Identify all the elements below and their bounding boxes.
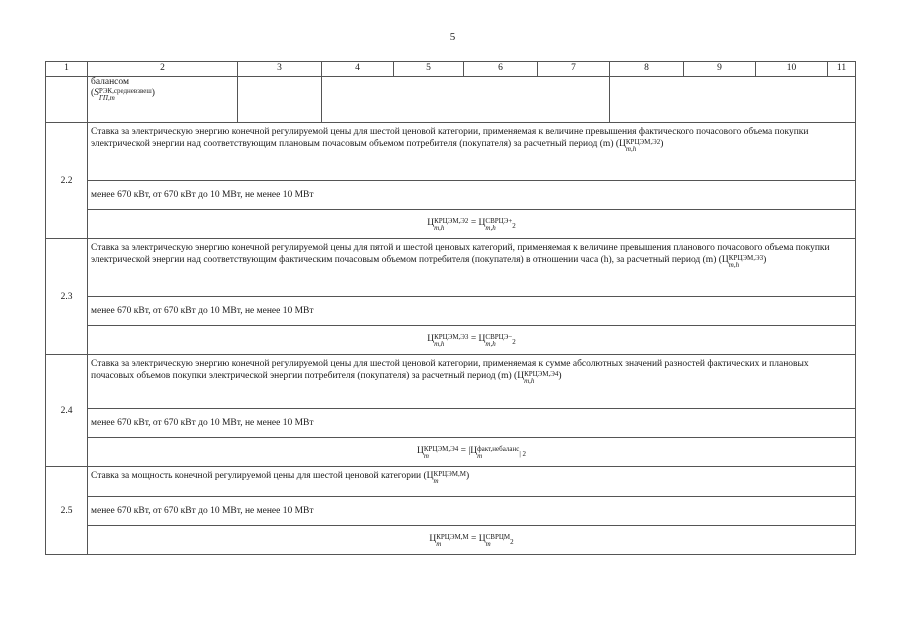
condition-row: [46, 409, 856, 438]
condition-row: [46, 497, 856, 526]
balance-cell: [88, 77, 238, 123]
section-description: Ставка за электрическую энергию конечной регулируемой цены для шестой ценовой категории, применяемая к величине превышения фактического почасового объема покупки электрической энергии над соответствующим плановым почасовым объемом потребителя (покупателя) за расчетный период (m) (Ц КРЦЭМ,Э2 m,h ): [88, 123, 856, 181]
formula: Ц КРЦЭМ,Э2 m,h = Ц СВРЦЭ+ m,h $_2$: [88, 210, 856, 239]
column-number: 5: [394, 62, 464, 77]
formula: Ц КРЦЭМ,М m = Ц СВРЦМ m $_2$: [88, 526, 856, 555]
section-row: [46, 123, 856, 181]
tariff-table: [45, 61, 856, 555]
condition-row: [46, 297, 856, 326]
section-number: 2.2: [46, 123, 88, 239]
formula: Ц КРЦЭМ,Э3 m,h = Ц СВРЦЭ− m,h $_2$: [88, 326, 856, 355]
section-row: [46, 467, 856, 497]
section-description: Ставка за электрическую энергию конечной регулируемой цены для шестой ценовой категории, применяемая к сумме абсолютных значений разностей фактических и плановых почасовых объемов покупки электрической энергии потребителя (покупателя) за расчетный период (m) (Ц КРЦЭМ,Э4 m,h ): [88, 355, 856, 409]
formula-row: [46, 438, 856, 467]
column-number: 3: [238, 62, 322, 77]
column-number: 11: [828, 62, 856, 77]
section-number: 2.3: [46, 239, 88, 355]
section-number: 2.5: [46, 467, 88, 555]
formula: Ц КРЦЭМ,Э4 m = |Ц факт,небаланс m $_{| 2}$: [88, 438, 856, 467]
column-number: 9: [684, 62, 756, 77]
column-number: 2: [88, 62, 238, 77]
section-description: Ставка за электрическую энергию конечной регулируемой цены для пятой и шестой ценовых категорий, применяемая к величине превышения планового почасового объема покупки электрической энергии над соответствующим фактическим почасовым объемом потребителя (покупателя) в отношении часа (h), за расчетный период (m) (Ц КРЦЭМ,Э3 m,h ): [88, 239, 856, 297]
page-number: 5: [449, 31, 456, 43]
section-description: Ставка за мощность конечной регулируемой цены для шестой ценовой категории (Ц КРЦЭМ,М m ): [88, 467, 856, 497]
balance-symbol: (S РЭК,средневзвеш ГП,m ): [91, 87, 155, 102]
condition-text: менее 670 кВт, от 670 кВт до 10 МВт, не менее 10 МВт: [88, 181, 856, 210]
formula-row: [46, 210, 856, 239]
condition-row: [46, 181, 856, 210]
column-number: 7: [538, 62, 610, 77]
column-number: 1: [46, 62, 88, 77]
formula-row: [46, 526, 856, 555]
formula-row: [46, 326, 856, 355]
section-number: 2.4: [46, 355, 88, 467]
balance-row: [46, 77, 856, 123]
section-row: [46, 355, 856, 409]
condition-text: менее 670 кВт, от 670 кВт до 10 МВт, не менее 10 МВт: [88, 497, 856, 526]
condition-text: менее 670 кВт, от 670 кВт до 10 МВт, не менее 10 МВт: [88, 409, 856, 438]
balance-text: балансом: [91, 77, 129, 87]
column-number-row: [46, 62, 856, 77]
condition-text: менее 670 кВт, от 670 кВт до 10 МВт, не менее 10 МВт: [88, 297, 856, 326]
column-number: 6: [464, 62, 538, 77]
column-number: 8: [610, 62, 684, 77]
column-number: 4: [322, 62, 394, 77]
section-row: [46, 239, 856, 297]
column-number: 10: [756, 62, 828, 77]
